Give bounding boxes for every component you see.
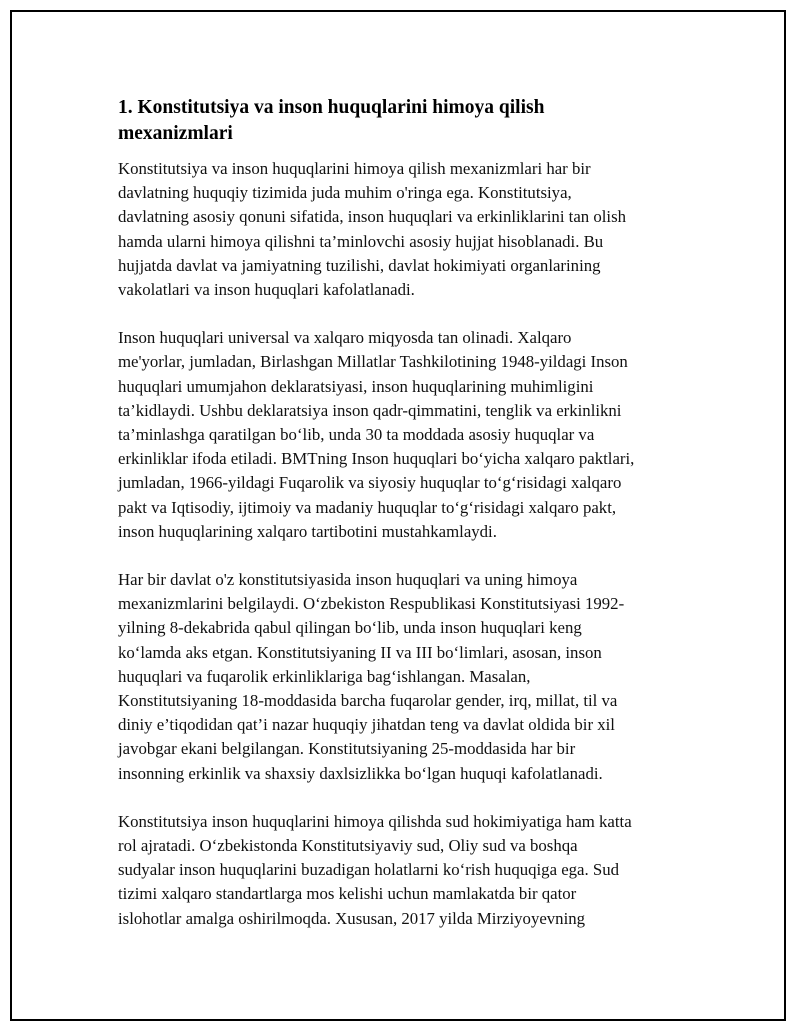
paragraph-1: Konstitutsiya va inson huquqlarini himoya qilish mexanizmlari har bir davlatning huquqiy tizimida juda muhim o'ringa ega. Konstitutsiya, davlatning asosiy qonuni sifatida, inson huquqlari va erkinliklarini tan olish hamda ularni himoya qilishni ta’minlovchi asosiy hujjat hisoblanadi. Bu hujjatda davlat va jamiyatning tuzilishi, davlat hokimiyati organlarining vakolatlari va inson huquqlari kafolatlanadi. <box>118 159 627 300</box>
paragraph-3: Har bir davlat o'z konstitutsiyasida inson huquqlari va uning himoya mexanizmlarini belgilaydi. O‘zbekiston Respublikasi Konstitutsiyasi 1992- yilning 8-dekabrida qabul qilingan bo‘lib, unda inson huquqlari keng ko‘lamda aks etgan. Konstitutsiyaning II va III bo‘limlari, asosan, inson huquqlari va fuqarolik erkinliklariga bag‘ishlangan. Masalan, Konstitutsiyaning 18-moddasida barcha fuqarolar gender, irq, millat, til va diniy e’tiqodidan qat’i nazar huquqiy jihatdan teng va davlat oldida bir xil javobgar ekani belgilangan. Konstitutsiyaning 25-moddasida har bir insonning erkinlik va shaxsiy daxlsizlikka bo‘lgan huquqi kafolatlanadi. <box>118 570 625 783</box>
document-body <box>118 95 678 955</box>
paragraph-4: Konstitutsiya inson huquqlarini himoya qilishda sud hokimiyatiga ham katta rol ajratadi. O‘zbekistonda Konstitutsiyaviy sud, Oliy sud va boshqa sudyalar inson huquqlarini buzadigan holatlarni ko‘rish huquqiga ega. Sud tizimi xalqaro standartlarga mos kelishi uchun mamlakatda bir qator islohotlar amalga oshirilmoqda. Xususan, 2017 yilda Mirziyoyevning <box>118 811 632 928</box>
paragraph-2: Inson huquqlari universal va xalqaro miqyosda tan olinadi. Xalqaro me'yorlar, jumladan, Birlashgan Millatlar Tashkilotining 1948-yildagi Inson huquqlari umumjahon deklaratsiyasi, inson huquqlarining muhimligini ta’kidlaydi. Ushbu deklaratsiya inson qadr-qimmatini, tenglik va erkinlikni ta’minlashga qaratilgan bo‘lib, unda 30 ta moddada asosiy huquqlar va erkinliklar ifoda etiladi. BMTning Inson huquqlari bo‘yicha xalqaro paktlari, jumladan, 1966-yildagi Fuqarolik va siyosiy huquqlar to‘g‘risidagi xalqaro pakt va Iqtisodiy, ijtimoiy va madaniy huquqlar to‘g‘risidagi xalqaro pakt, inson huquqlarining xalqaro tartibotini mustahkamlaydi. <box>118 328 635 541</box>
section-heading: 1. Konstitutsiya va inson huquqlarini himoya qilish mexanizmlari <box>118 97 545 144</box>
